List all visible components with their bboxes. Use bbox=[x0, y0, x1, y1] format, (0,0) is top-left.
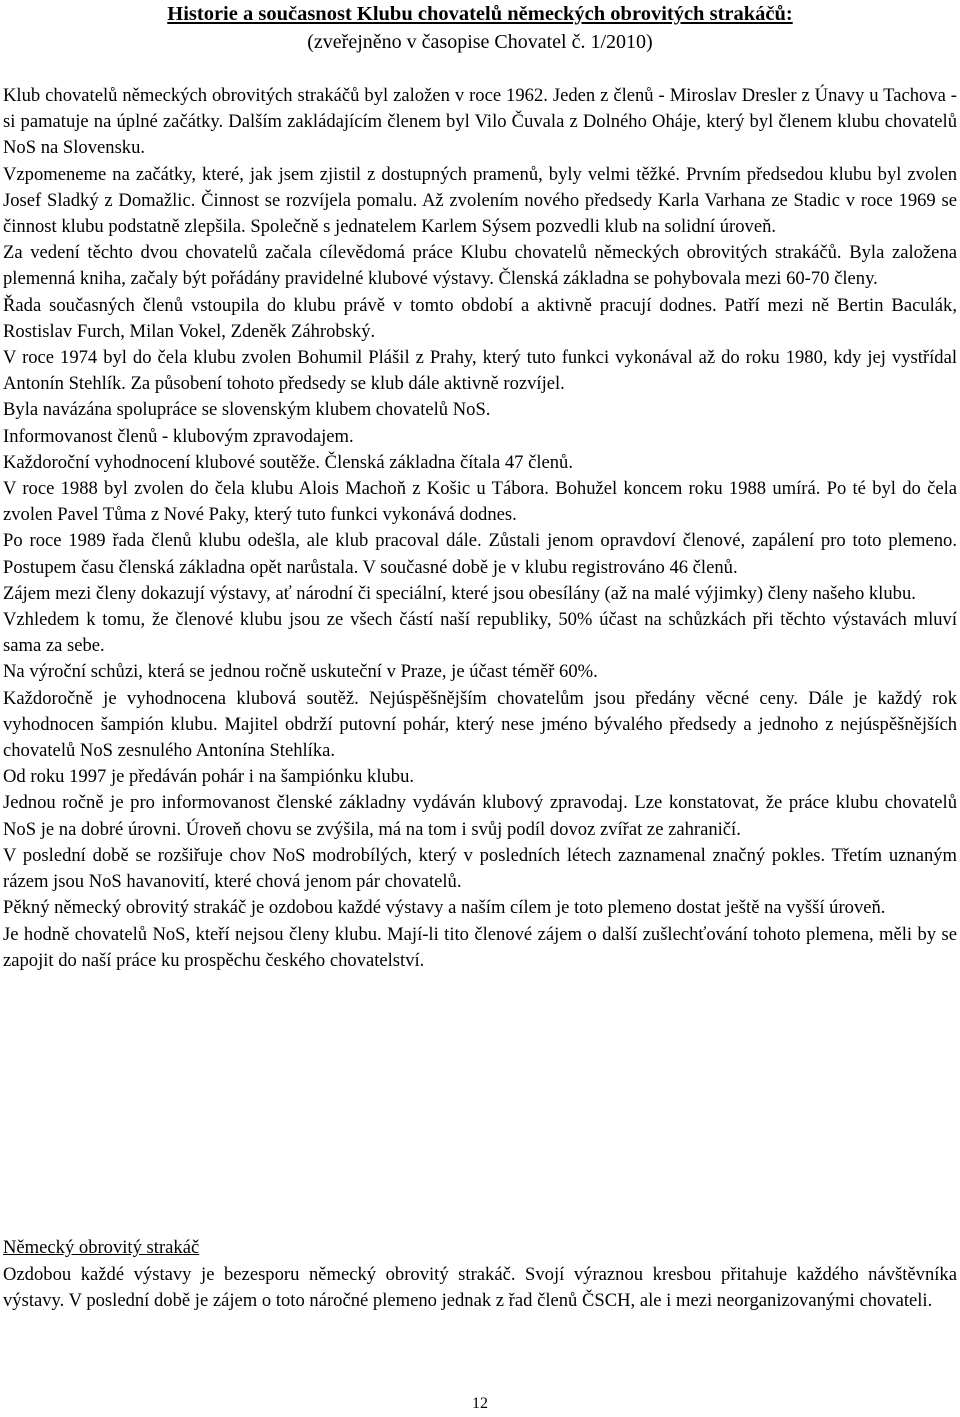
section-heading: Německý obrovitý strakáč bbox=[3, 1237, 200, 1258]
paragraph: Zájem mezi členy dokazují výstavy, ať národní či speciální, které jsou obesílány (až na malé výjimky) členy našeho klubu. bbox=[3, 582, 916, 604]
paragraph: Informovanost členů - klubovým zpravodajem. bbox=[3, 425, 354, 447]
paragraph: V roce 1988 byl zvolen do čela klubu Alois Machoň z Košic u Tábora. Bohužel koncem roku 1988 umírá. Po té byl do čela zvolen Pavel Tůma z Nové Paky, který tuto funkci vykonává dodnes. bbox=[3, 478, 957, 526]
document-title: Historie a současnost Klubu chovatelů německých obrovitých strakáčů: bbox=[167, 3, 793, 25]
paragraph: Od roku 1997 je předáván pohár i na šampiónku klubu. bbox=[3, 766, 415, 788]
paragraph: Řada současných členů vstoupila do klubu právě v tomto období a aktivně pracují dodnes. Patří mezi ně Bertin Baculák, Rostislav Furch, Milan Vokel, Zdeněk Záhrobský. bbox=[3, 294, 957, 342]
section-body bbox=[3, 1262, 957, 1314]
document-subtitle: (zveřejněno v časopise Chovatel č. 1/2010) bbox=[307, 31, 653, 53]
paragraph: Je hodně chovatelů NoS, kteří nejsou členy klubu. Mají-li tito členové zájem o další zušlechťování tohoto plemena, měli by se zapojit do naší práce ku prospěchu českého chovatelství. bbox=[3, 923, 957, 971]
paragraph: Vzhledem k tomu, že členové klubu jsou ze všech částí naší republiky, 50% účast na schůzkách při těchto výstavách mluví sama za sebe. bbox=[3, 609, 957, 657]
page-number: 12 bbox=[472, 1395, 488, 1412]
paragraph: V roce 1974 byl do čela klubu zvolen Bohumil Plášil z Prahy, který tuto funkci vykonával až do roku 1980, kdy jej vystřídal Antonín Stehlík. Za působení tohoto předsedy se klub dále aktivně rozvíjel. bbox=[3, 347, 957, 395]
paragraph: Ozdobou každé výstavy je bezesporu německý obrovitý strakáč. Svojí výraznou kresbou přitahuje každého návštěvníka výstavy. V poslední době je zájem o toto náročné plemeno jednak z řad členů ČSCH, ale i mezi neorganizovanými chovateli. bbox=[3, 1264, 957, 1312]
paragraph: Vzpomeneme na začátky, které, jak jsem zjistil z dostupných pramenů, byly velmi těžké. Prvním předsedou klubu byl zvolen Josef Sladký z Domažlic. Činnost se rozvíjela pomalu. Až zvolením nového předsedy Karla Varhana ze Stadic v roce 1969 se činnost klubu podstatně zlepšila. Společně s jednatelem Karlem Sýsem pozvedli klub na solidní úroveň. bbox=[3, 163, 957, 238]
paragraph: Jednou ročně je pro informovanost členské základny vydáván klubový zpravodaj. Lze konstatovat, že práce klubu chovatelů NoS je na dobré úrovni. Úroveň chovu se zvýšila, má na tom i svůj podíl dovoz zvířat ze zahraničí. bbox=[3, 792, 957, 840]
paragraph: Každoročně je vyhodnocena klubová soutěž. Nejúspěšnějším chovatelům jsou předány věcné ceny. Dále je každý rok vyhodnocen šampión klubu. Majitel obdrží putovní pohár, který nese jméno bývalého předsedy a jednoho z nejúspěšnějších chovatelů NoS zesnulého Antonína Stehlíka. bbox=[3, 687, 957, 762]
paragraph: Za vedení těchto dvou chovatelů začala cílevědomá práce Klubu chovatelů německých obrovitých strakáčů. Byla založena plemenná kniha, začaly být pořádány pravidelné klubové výstavy. Členská základna se pohybovala mezi 60-70 členy. bbox=[3, 242, 957, 290]
paragraph: Byla navázána spolupráce se slovenským klubem chovatelů NoS. bbox=[3, 399, 491, 421]
paragraph: V poslední době se rozšiřuje chov NoS modrobílých, který v posledních létech zaznamenal značný pokles. Třetím uznaným rázem jsou NoS havanovití, které chová jenom pár chovatelů. bbox=[3, 844, 957, 893]
paragraph: Pěkný německý obrovitý strakáč je ozdobou každé výstavy a naším cílem je toto plemeno dostat ještě na vyšší úroveň. bbox=[3, 897, 886, 919]
article-body bbox=[3, 83, 957, 974]
paragraph: Klub chovatelů německých obrovitých strakáčů byl založen v roce 1962. Jeden z členů - Miroslav Dresler z Únavy u Tachova - si pamatuje na úplné začátky. Dalším zakládajícím členem byl Vilo Čuvala z Dolného Oháje, který byl členem klubu chovatelů NoS na Slovensku. bbox=[3, 85, 957, 159]
paragraph: Po roce 1989 řada členů klubu odešla, ale klub pracoval dále. Zůstali jenom opravdoví členové, zapálení pro toto plemeno. Postupem času členská základna opět narůstala. V současné době je v klubu registrováno 46 členů. bbox=[3, 530, 957, 578]
paragraph: Každoroční vyhodnocení klubové soutěže. Členská základna čítala 47 členů. bbox=[3, 451, 574, 473]
paragraph: Na výroční schůzi, která se jednou ročně uskuteční v Praze, je účast téměř 60%. bbox=[3, 661, 598, 683]
